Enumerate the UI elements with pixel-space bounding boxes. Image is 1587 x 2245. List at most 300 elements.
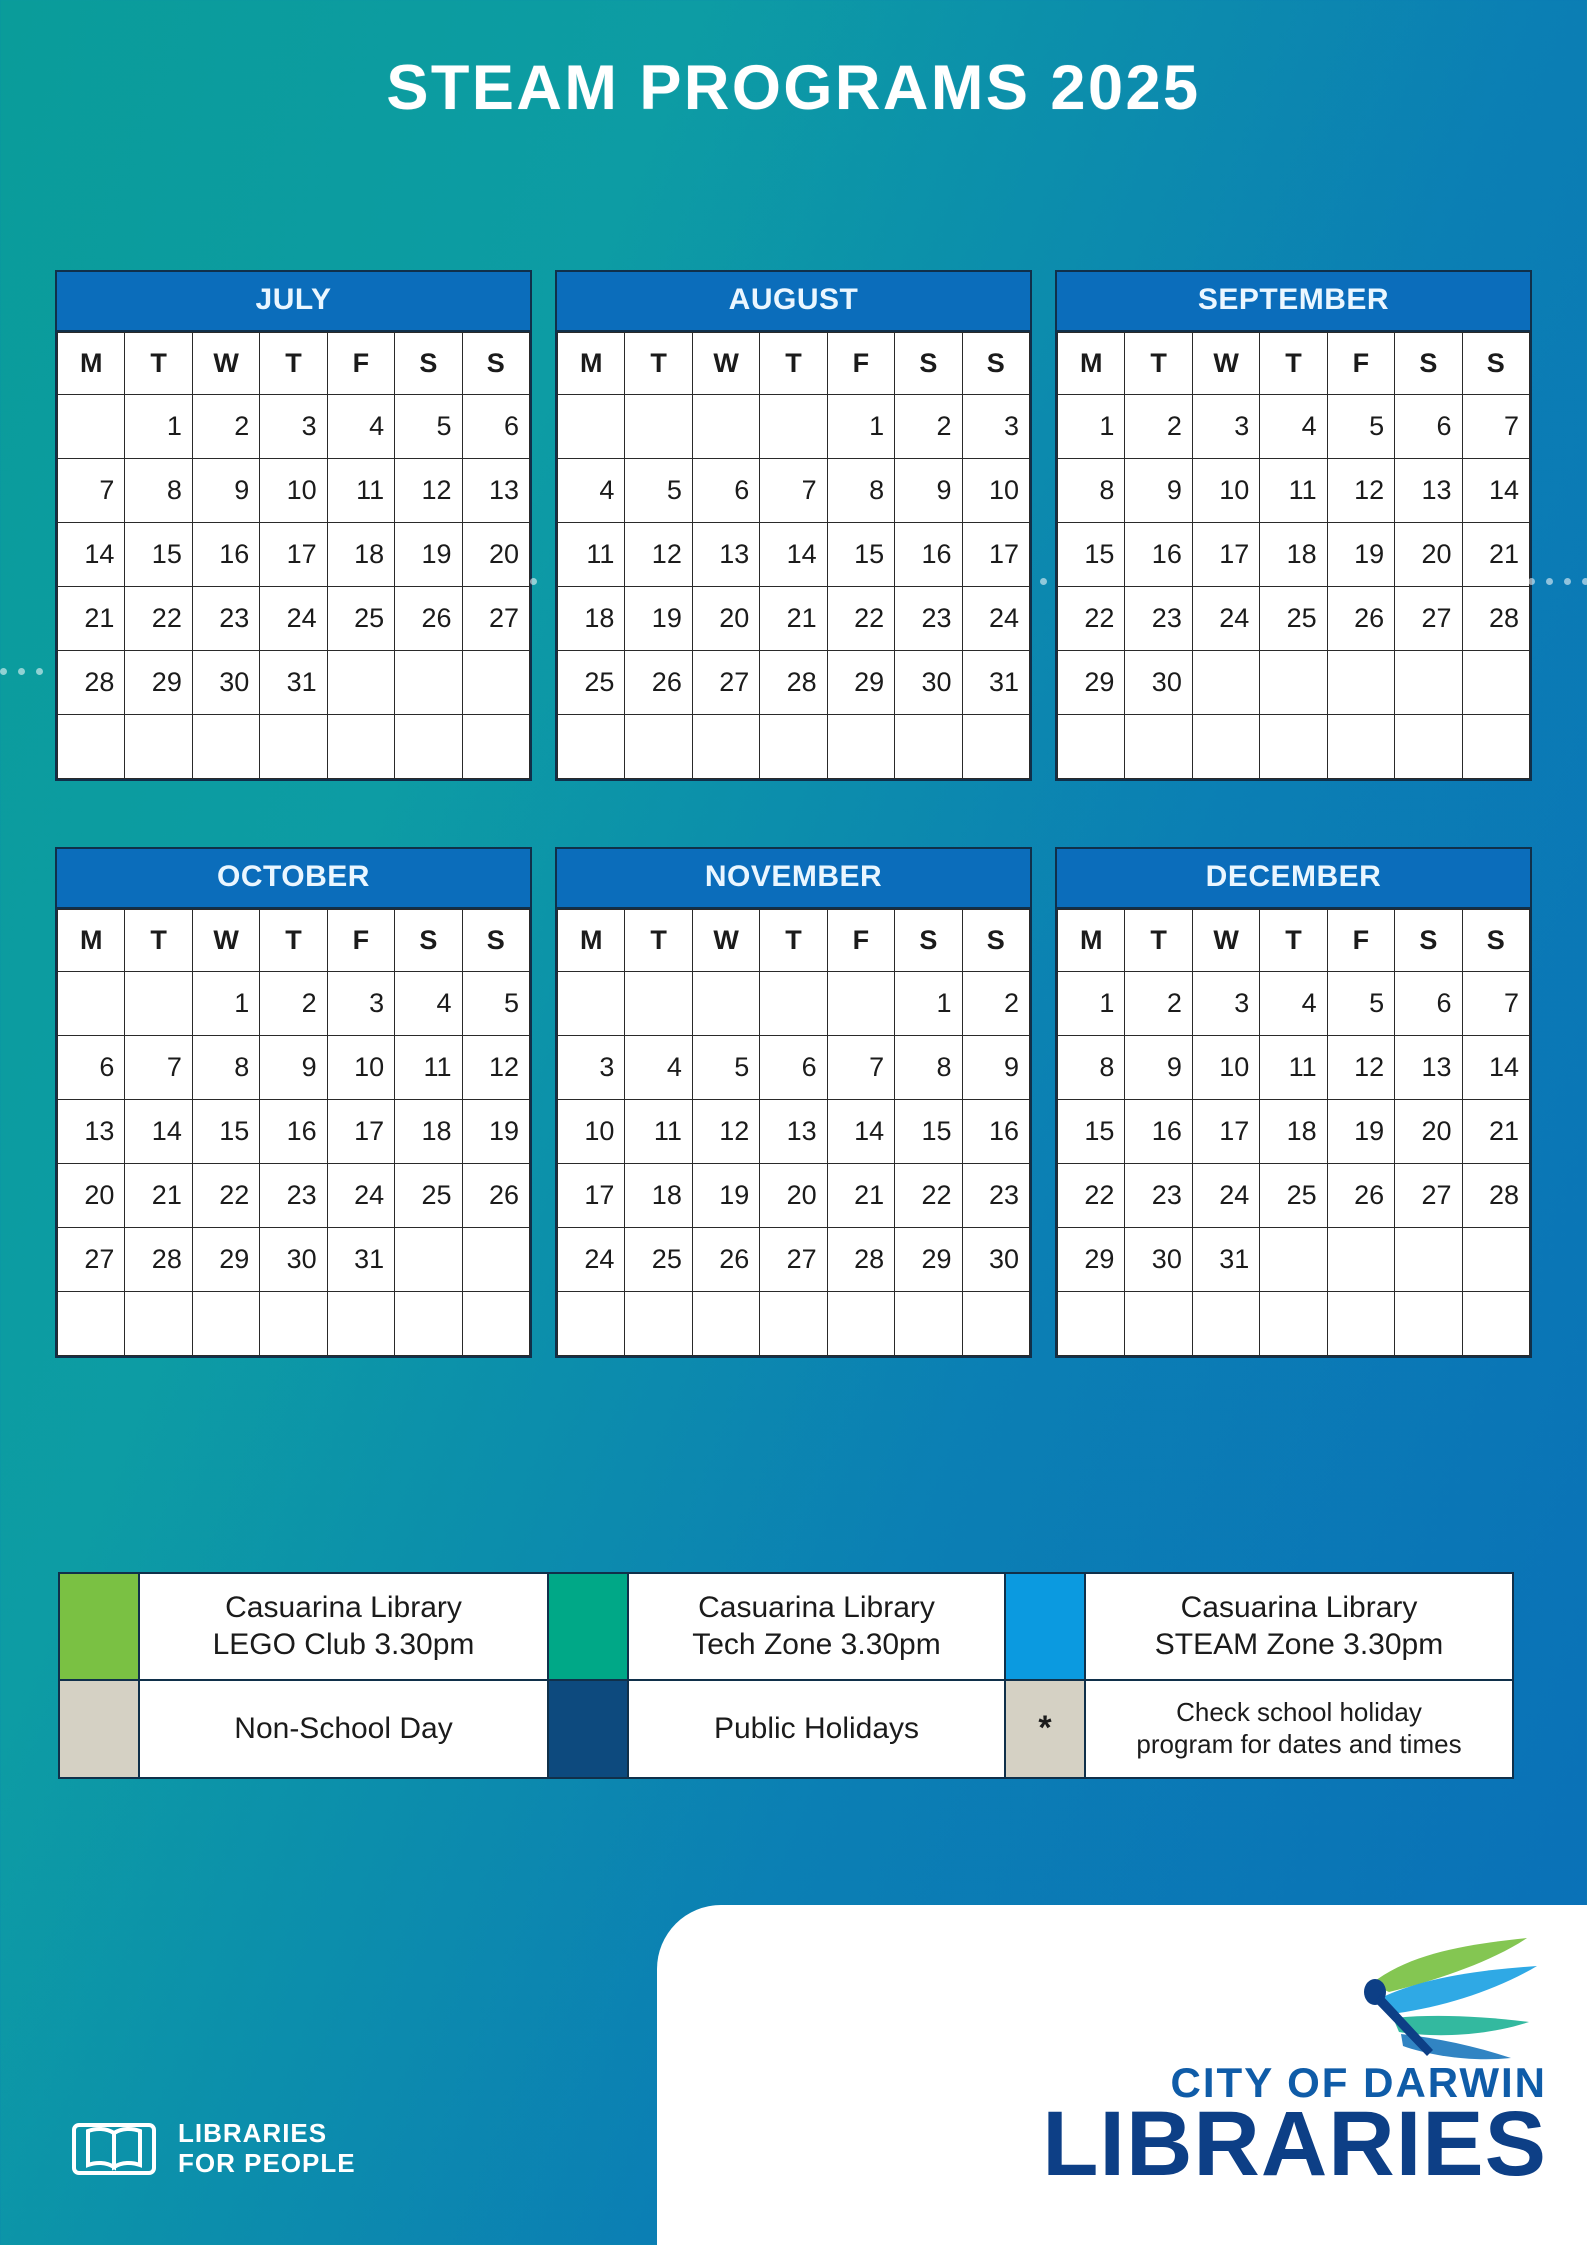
weekday-header-cell: S (462, 910, 529, 972)
day-cell: 20 (692, 587, 759, 651)
day-cell: 16 (260, 1100, 327, 1164)
week-row (58, 1036, 530, 1100)
empty-day-cell (895, 715, 962, 779)
week-row (1058, 1164, 1530, 1228)
day-cell: 16 (962, 1100, 1029, 1164)
empty-day-cell (827, 972, 894, 1036)
week-row (558, 1036, 1030, 1100)
day-cell: 3 (962, 395, 1029, 459)
weekday-header-cell: S (895, 333, 962, 395)
empty-day-cell (395, 715, 462, 779)
weekday-header-row (558, 910, 1030, 972)
day-cell: 17 (327, 1100, 394, 1164)
empty-day-cell (125, 1292, 192, 1356)
day-cell: 30 (895, 651, 962, 715)
day-cell: 12 (625, 523, 692, 587)
day-cell: 6 (692, 459, 759, 523)
empty-day-cell (1260, 651, 1327, 715)
weekday-header-cell: F (827, 333, 894, 395)
weekday-header-cell: T (1260, 910, 1327, 972)
day-cell: 8 (192, 1036, 259, 1100)
empty-day-cell (462, 715, 529, 779)
day-cell: 2 (1125, 395, 1192, 459)
empty-day-cell (395, 1292, 462, 1356)
month-calendar-september (1055, 270, 1532, 781)
empty-day-cell (1260, 715, 1327, 779)
day-cell: 2 (192, 395, 259, 459)
day-cell: 19 (395, 523, 462, 587)
empty-day-cell (827, 1292, 894, 1356)
day-cell: 6 (1395, 395, 1462, 459)
week-row (558, 715, 1030, 779)
day-cell: 6 (760, 1036, 827, 1100)
day-cell: 27 (692, 651, 759, 715)
day-cell: 7 (125, 1036, 192, 1100)
empty-day-cell (260, 715, 327, 779)
day-cell: 24 (1192, 587, 1259, 651)
legend-tech-line2: Tech Zone 3.30pm (692, 1627, 941, 1661)
legend-steam-line1: Casuarina Library (1180, 1591, 1418, 1624)
day-cell: 23 (1125, 587, 1192, 651)
day-cell: 1 (895, 972, 962, 1036)
city-of-darwin-libraries-logo (1042, 2058, 1547, 2196)
day-cell: 28 (58, 651, 125, 715)
day-cell: 22 (827, 587, 894, 651)
month-grid (57, 909, 530, 1356)
day-cell: 14 (827, 1100, 894, 1164)
day-cell: 23 (895, 587, 962, 651)
day-cell: 18 (558, 587, 625, 651)
day-cell: 31 (962, 651, 1029, 715)
footer-panel (657, 1905, 1587, 2245)
day-cell: 20 (1395, 523, 1462, 587)
week-row (558, 395, 1030, 459)
day-cell: 3 (327, 972, 394, 1036)
day-cell: 19 (1327, 1100, 1394, 1164)
day-cell: 7 (58, 459, 125, 523)
day-cell: 3 (260, 395, 327, 459)
day-cell: 27 (1395, 1164, 1462, 1228)
day-cell: 18 (327, 523, 394, 587)
day-cell: 20 (760, 1164, 827, 1228)
legend-label-non-school: Non-School Day (234, 1711, 453, 1745)
day-cell: 21 (1462, 523, 1529, 587)
libraries-for-people-text (178, 2119, 356, 2178)
day-cell: 9 (895, 459, 962, 523)
weekday-header-cell: W (192, 910, 259, 972)
empty-day-cell (692, 715, 759, 779)
day-cell: 11 (1260, 1036, 1327, 1100)
week-row (1058, 395, 1530, 459)
day-cell: 1 (1058, 395, 1125, 459)
day-cell: 5 (395, 395, 462, 459)
empty-day-cell (558, 1292, 625, 1356)
day-cell: 27 (1395, 587, 1462, 651)
legend-swatch-tech (549, 1574, 629, 1679)
day-cell: 27 (462, 587, 529, 651)
decorative-dots-right (1528, 578, 1587, 585)
day-cell: 13 (58, 1100, 125, 1164)
day-cell: 29 (1058, 651, 1125, 715)
weekday-header-cell: F (327, 333, 394, 395)
legend-lego-line2: LEGO Club 3.30pm (212, 1627, 475, 1661)
day-cell: 28 (1462, 587, 1529, 651)
week-row (58, 459, 530, 523)
legend-item-lego-club (60, 1574, 547, 1679)
week-row (58, 1100, 530, 1164)
empty-day-cell (327, 1292, 394, 1356)
day-cell: 20 (1395, 1100, 1462, 1164)
month-calendar-october (55, 847, 532, 1358)
day-cell: 20 (462, 523, 529, 587)
day-cell: 12 (462, 1036, 529, 1100)
day-cell: 25 (1260, 1164, 1327, 1228)
legend-swatch-lego (60, 1574, 140, 1679)
empty-day-cell (558, 972, 625, 1036)
weekday-header-cell: T (1125, 333, 1192, 395)
calendars-container (55, 270, 1532, 1424)
week-row (558, 459, 1030, 523)
day-cell: 9 (192, 459, 259, 523)
legend-row-other (60, 1679, 1512, 1776)
empty-day-cell (1327, 1292, 1394, 1356)
empty-day-cell (1260, 1292, 1327, 1356)
legend-label-steam (1086, 1574, 1512, 1679)
empty-day-cell (1462, 715, 1529, 779)
day-cell: 25 (558, 651, 625, 715)
empty-day-cell (395, 651, 462, 715)
legend-item-school-holiday-note (1004, 1681, 1512, 1776)
month-grid (1057, 332, 1530, 779)
weekday-header-cell: W (692, 910, 759, 972)
weekday-header-cell: F (1327, 333, 1394, 395)
legend-steam-line2: STEAM Zone 3.30pm (1154, 1627, 1444, 1661)
empty-day-cell (58, 1292, 125, 1356)
week-row (1058, 972, 1530, 1036)
day-cell: 23 (192, 587, 259, 651)
empty-day-cell (327, 715, 394, 779)
empty-day-cell (760, 395, 827, 459)
day-cell: 1 (125, 395, 192, 459)
weekday-header-cell: T (625, 333, 692, 395)
weekday-header-cell: T (1260, 333, 1327, 395)
weekday-header-cell: T (760, 910, 827, 972)
day-cell: 21 (760, 587, 827, 651)
day-cell: 16 (192, 523, 259, 587)
dragonfly-icon (1341, 1922, 1561, 2077)
weekday-header-cell: S (1395, 910, 1462, 972)
month-title: JULY (57, 272, 530, 332)
empty-day-cell (1125, 715, 1192, 779)
weekday-header-cell: T (260, 910, 327, 972)
empty-day-cell (1462, 1292, 1529, 1356)
weekday-header-cell: T (625, 910, 692, 972)
day-cell: 1 (827, 395, 894, 459)
weekday-header-cell: S (962, 333, 1029, 395)
day-cell: 22 (192, 1164, 259, 1228)
libraries-for-people-logo (72, 2119, 356, 2179)
empty-day-cell (760, 715, 827, 779)
day-cell: 14 (760, 523, 827, 587)
month-calendar-december (1055, 847, 1532, 1358)
weekday-header-cell: S (1462, 333, 1529, 395)
week-row (1058, 459, 1530, 523)
day-cell: 1 (1058, 972, 1125, 1036)
week-row (58, 523, 530, 587)
calendar-row-first-half (55, 270, 1532, 781)
day-cell: 11 (1260, 459, 1327, 523)
empty-day-cell (58, 715, 125, 779)
weekday-header-row (558, 333, 1030, 395)
weekday-header-cell: S (395, 333, 462, 395)
day-cell: 5 (625, 459, 692, 523)
day-cell: 22 (125, 587, 192, 651)
day-cell: 17 (1192, 523, 1259, 587)
asterisk-icon: * (1006, 1681, 1086, 1776)
weekday-header-cell: F (827, 910, 894, 972)
legend-item-steam-zone (1004, 1574, 1512, 1679)
day-cell: 3 (1192, 972, 1259, 1036)
decorative-dots-mid-left (512, 578, 537, 585)
day-cell: 25 (1260, 587, 1327, 651)
day-cell: 28 (760, 651, 827, 715)
day-cell: 12 (395, 459, 462, 523)
empty-day-cell (1395, 715, 1462, 779)
brand-city-of-darwin: CITY OF DARWIN (1170, 2058, 1547, 2106)
month-title: DECEMBER (1057, 849, 1530, 909)
day-cell: 24 (260, 587, 327, 651)
empty-day-cell (1125, 1292, 1192, 1356)
day-cell: 9 (962, 1036, 1029, 1100)
day-cell: 21 (58, 587, 125, 651)
empty-day-cell (1327, 715, 1394, 779)
day-cell: 26 (395, 587, 462, 651)
day-cell: 8 (125, 459, 192, 523)
empty-day-cell (962, 715, 1029, 779)
day-cell: 17 (962, 523, 1029, 587)
legend-item-public-holidays (547, 1681, 1004, 1776)
day-cell: 23 (1125, 1164, 1192, 1228)
empty-day-cell (125, 715, 192, 779)
day-cell: 5 (1327, 395, 1394, 459)
day-cell: 31 (260, 651, 327, 715)
day-cell: 4 (558, 459, 625, 523)
empty-day-cell (1462, 651, 1529, 715)
empty-day-cell (1058, 1292, 1125, 1356)
empty-day-cell (58, 395, 125, 459)
day-cell: 30 (192, 651, 259, 715)
day-cell: 29 (895, 1228, 962, 1292)
day-cell: 3 (1192, 395, 1259, 459)
empty-day-cell (1327, 1228, 1394, 1292)
day-cell: 7 (827, 1036, 894, 1100)
week-row (58, 1292, 530, 1356)
day-cell: 11 (327, 459, 394, 523)
empty-day-cell (625, 395, 692, 459)
day-cell: 4 (327, 395, 394, 459)
weekday-header-row (1058, 333, 1530, 395)
weekday-header-cell: S (1395, 333, 1462, 395)
weekday-header-cell: T (1125, 910, 1192, 972)
week-row (558, 972, 1030, 1036)
legend-label-lego (140, 1574, 547, 1679)
day-cell: 13 (1395, 459, 1462, 523)
weekday-header-cell: W (1192, 333, 1259, 395)
day-cell: 10 (327, 1036, 394, 1100)
day-cell: 12 (1327, 459, 1394, 523)
weekday-header-cell: M (558, 333, 625, 395)
day-cell: 13 (1395, 1036, 1462, 1100)
week-row (1058, 1292, 1530, 1356)
empty-day-cell (260, 1292, 327, 1356)
week-row (1058, 587, 1530, 651)
weekday-header-cell: W (192, 333, 259, 395)
day-cell: 10 (260, 459, 327, 523)
weekday-header-cell: T (760, 333, 827, 395)
day-cell: 11 (558, 523, 625, 587)
day-cell: 8 (827, 459, 894, 523)
day-cell: 18 (395, 1100, 462, 1164)
day-cell: 8 (895, 1036, 962, 1100)
empty-day-cell (125, 972, 192, 1036)
day-cell: 14 (1462, 459, 1529, 523)
empty-day-cell (1192, 715, 1259, 779)
weekday-header-cell: S (962, 910, 1029, 972)
day-cell: 4 (395, 972, 462, 1036)
day-cell: 19 (692, 1164, 759, 1228)
legend-label-tech (629, 1574, 1004, 1679)
week-row (558, 523, 1030, 587)
empty-day-cell (1395, 1292, 1462, 1356)
day-cell: 29 (192, 1228, 259, 1292)
day-cell: 14 (1462, 1036, 1529, 1100)
legend-item-non-school-day (60, 1681, 547, 1776)
day-cell: 4 (625, 1036, 692, 1100)
day-cell: 12 (1327, 1036, 1394, 1100)
day-cell: 14 (125, 1100, 192, 1164)
day-cell: 24 (558, 1228, 625, 1292)
day-cell: 30 (1125, 1228, 1192, 1292)
day-cell: 9 (260, 1036, 327, 1100)
week-row (1058, 1100, 1530, 1164)
week-row (1058, 1036, 1530, 1100)
empty-day-cell (625, 972, 692, 1036)
empty-day-cell (760, 1292, 827, 1356)
weekday-header-row (1058, 910, 1530, 972)
week-row (1058, 523, 1530, 587)
empty-day-cell (1058, 715, 1125, 779)
day-cell: 30 (962, 1228, 1029, 1292)
week-row (558, 1100, 1030, 1164)
day-cell: 2 (895, 395, 962, 459)
month-title: SEPTEMBER (1057, 272, 1530, 332)
day-cell: 21 (827, 1164, 894, 1228)
week-row (558, 1292, 1030, 1356)
day-cell: 15 (1058, 523, 1125, 587)
empty-day-cell (760, 972, 827, 1036)
month-title: OCTOBER (57, 849, 530, 909)
weekday-header-cell: S (462, 333, 529, 395)
week-row (558, 1228, 1030, 1292)
empty-day-cell (558, 715, 625, 779)
day-cell: 30 (260, 1228, 327, 1292)
empty-day-cell (962, 1292, 1029, 1356)
empty-day-cell (692, 972, 759, 1036)
empty-day-cell (462, 1228, 529, 1292)
day-cell: 8 (1058, 459, 1125, 523)
week-row (58, 972, 530, 1036)
weekday-header-cell: F (327, 910, 394, 972)
empty-day-cell (1192, 651, 1259, 715)
day-cell: 18 (625, 1164, 692, 1228)
day-cell: 15 (827, 523, 894, 587)
day-cell: 20 (58, 1164, 125, 1228)
lfp-line2: FOR PEOPLE (178, 2148, 356, 2178)
day-cell: 15 (1058, 1100, 1125, 1164)
empty-day-cell (1395, 1228, 1462, 1292)
week-row (58, 715, 530, 779)
legend-swatch-steam (1006, 1574, 1086, 1679)
brand-libraries: LIBRARIES (1042, 2093, 1547, 2196)
empty-day-cell (895, 1292, 962, 1356)
day-cell: 7 (760, 459, 827, 523)
day-cell: 17 (558, 1164, 625, 1228)
weekday-header-cell: M (1058, 333, 1125, 395)
week-row (58, 395, 530, 459)
day-cell: 21 (1462, 1100, 1529, 1164)
day-cell: 6 (58, 1036, 125, 1100)
empty-day-cell (192, 1292, 259, 1356)
day-cell: 17 (1192, 1100, 1259, 1164)
week-row (558, 651, 1030, 715)
day-cell: 27 (760, 1228, 827, 1292)
week-row (558, 1164, 1030, 1228)
day-cell: 16 (1125, 523, 1192, 587)
day-cell: 14 (58, 523, 125, 587)
day-cell: 23 (962, 1164, 1029, 1228)
empty-day-cell (1462, 1228, 1529, 1292)
day-cell: 15 (895, 1100, 962, 1164)
weekday-header-cell: W (692, 333, 759, 395)
day-cell: 26 (462, 1164, 529, 1228)
day-cell: 19 (625, 587, 692, 651)
day-cell: 2 (1125, 972, 1192, 1036)
legend-lego-line1: Casuarina Library (225, 1591, 462, 1624)
day-cell: 5 (1327, 972, 1394, 1036)
empty-day-cell (558, 395, 625, 459)
empty-day-cell (625, 1292, 692, 1356)
empty-day-cell (327, 651, 394, 715)
day-cell: 5 (692, 1036, 759, 1100)
empty-day-cell (1260, 1228, 1327, 1292)
week-row (58, 1164, 530, 1228)
weekday-header-cell: S (395, 910, 462, 972)
week-row (1058, 715, 1530, 779)
day-cell: 27 (58, 1228, 125, 1292)
decorative-dots-left (0, 668, 43, 675)
week-row (58, 587, 530, 651)
day-cell: 22 (1058, 587, 1125, 651)
page-title: STEAM PROGRAMS 2025 (386, 53, 1201, 123)
legend-swatch-non-school (60, 1681, 140, 1776)
day-cell: 26 (1327, 1164, 1394, 1228)
day-cell: 28 (1462, 1164, 1529, 1228)
week-row (1058, 1228, 1530, 1292)
week-row (58, 1228, 530, 1292)
day-cell: 24 (962, 587, 1029, 651)
month-calendar-july (55, 270, 532, 781)
day-cell: 24 (327, 1164, 394, 1228)
